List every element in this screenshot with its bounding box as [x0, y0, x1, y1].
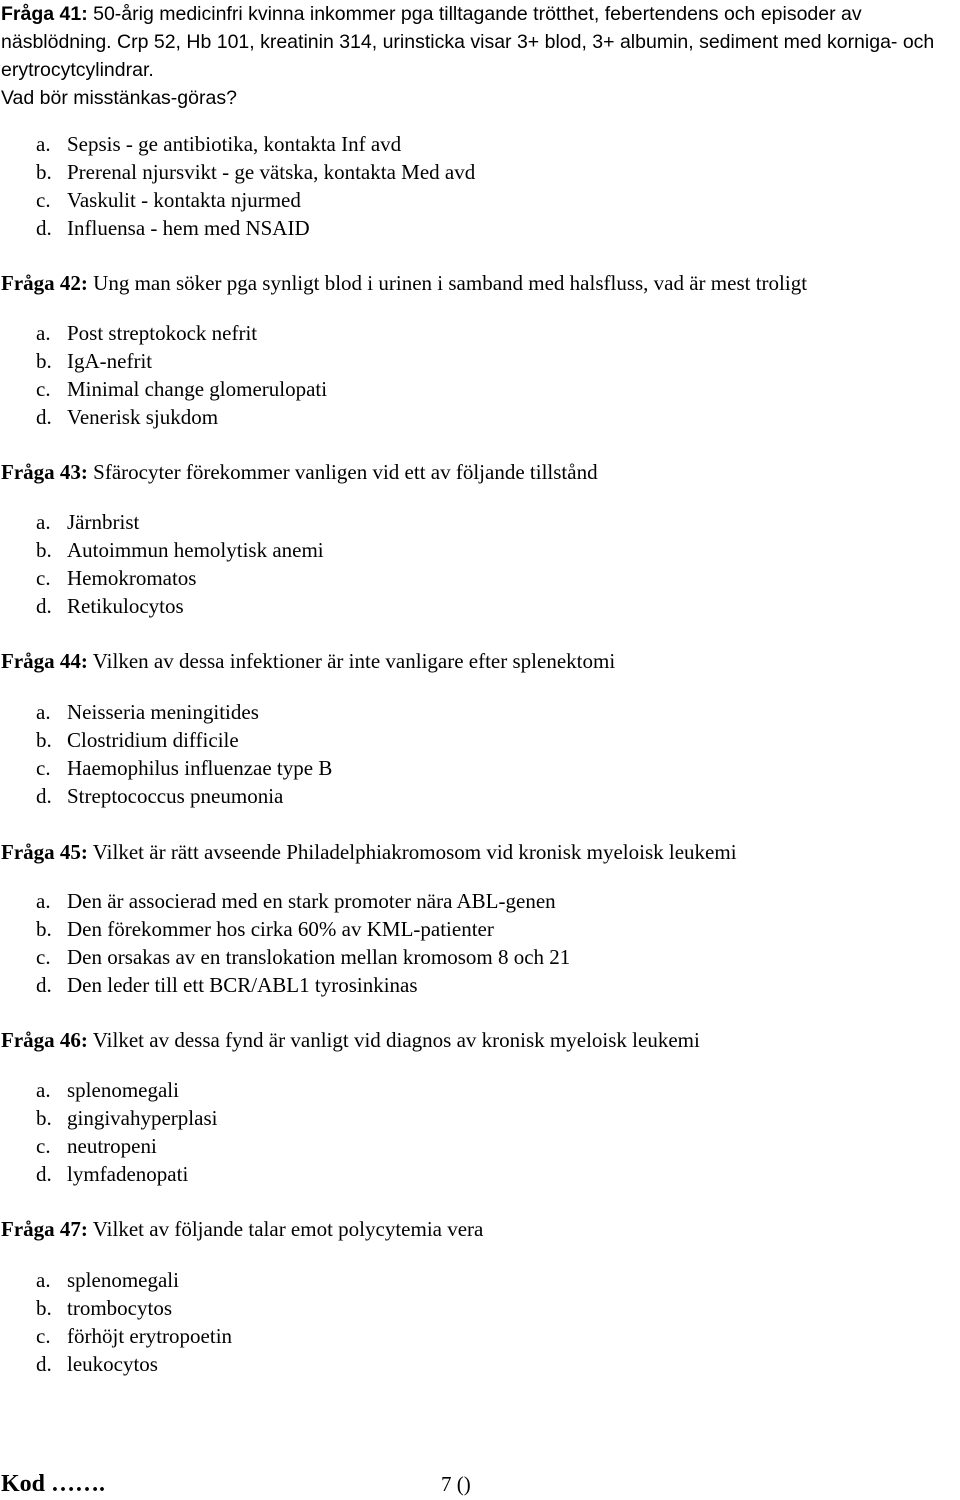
option-text: Prerenal njursvikt - ge vätska, kontakta Med avd: [67, 160, 476, 184]
option-letter: a.: [36, 889, 51, 913]
question-41-options: [36, 130, 475, 242]
option-text: Vaskulit - kontakta njurmed: [67, 188, 301, 212]
option-d: [36, 782, 332, 810]
option-text: Den förekommer hos cirka 60% av KML-patienter: [67, 917, 494, 941]
option-letter: c.: [36, 566, 51, 590]
option-letter: b.: [36, 349, 52, 373]
question-43-options: [36, 508, 324, 620]
option-text: splenomegali: [67, 1078, 179, 1102]
question-label: Fråga 43:: [1, 460, 88, 484]
question-44-options: [36, 698, 332, 810]
question-44-head: [1, 647, 956, 675]
option-letter: d.: [36, 1352, 52, 1376]
option-d: [36, 1350, 232, 1378]
option-text: Minimal change glomerulopati: [67, 377, 328, 401]
question-46-options: [36, 1076, 217, 1188]
option-letter: a.: [36, 321, 51, 345]
option-d: [36, 592, 324, 620]
option-letter: d.: [36, 1162, 52, 1186]
option-b: [36, 536, 324, 564]
option-letter: d.: [36, 216, 52, 240]
option-b: [36, 726, 332, 754]
option-a: [36, 508, 324, 536]
option-text: gingivahyperplasi: [67, 1106, 218, 1130]
option-letter: d.: [36, 973, 52, 997]
question-42: [1, 269, 956, 297]
option-c: [36, 186, 475, 214]
option-letter: a.: [36, 1268, 51, 1292]
option-letter: d.: [36, 594, 52, 618]
option-letter: b.: [36, 160, 52, 184]
option-a: [36, 887, 570, 915]
question-41-head: [1, 0, 956, 84]
option-text: Influensa - hem med NSAID: [67, 216, 310, 240]
option-text: Den orsakas av en translokation mellan kromosom 8 och 21: [67, 945, 571, 969]
question-text: Vilken av dessa infektioner är inte vanligare efter splenektomi: [87, 649, 616, 673]
option-a: [36, 319, 327, 347]
option-a: [36, 698, 332, 726]
option-d: [36, 403, 327, 431]
option-letter: b.: [36, 538, 52, 562]
option-letter: c.: [36, 188, 51, 212]
option-text: förhöjt erytropoetin: [67, 1324, 233, 1348]
option-letter: b.: [36, 1106, 52, 1130]
option-b: [36, 1104, 217, 1132]
option-letter: c.: [36, 945, 51, 969]
option-text: Den är associerad med en stark promoter nära ABL-genen: [67, 889, 556, 913]
question-text: Ung man söker pga synligt blod i urinen i samband med halsfluss, vad är mest troligt: [87, 271, 808, 295]
option-letter: c.: [36, 1324, 51, 1348]
option-a: [36, 130, 475, 158]
option-letter: a.: [36, 510, 51, 534]
option-c: [36, 1132, 217, 1160]
option-b: [36, 158, 475, 186]
question-42-options: [36, 319, 327, 431]
question-45-options: [36, 887, 570, 999]
option-letter: a.: [36, 1078, 51, 1102]
question-label: Fråga 47:: [1, 1217, 88, 1241]
question-47-options: [36, 1266, 232, 1378]
option-letter: a.: [36, 132, 51, 156]
option-letter: b.: [36, 728, 52, 752]
option-b: [36, 1294, 232, 1322]
option-text: Den leder till ett BCR/ABL1 tyrosinkinas: [67, 973, 418, 997]
option-letter: a.: [36, 700, 51, 724]
option-text: Järnbrist: [67, 510, 140, 534]
option-letter: c.: [36, 1134, 51, 1158]
question-text: Vilket av följande talar emot polycytemia vera: [87, 1217, 484, 1241]
question-44: [1, 647, 956, 675]
option-text: Haemophilus influenzae type B: [67, 756, 333, 780]
option-text: Retikulocytos: [67, 594, 184, 618]
option-text: Neisseria meningitides: [67, 700, 259, 724]
question-45: [1, 838, 956, 866]
option-letter: b.: [36, 917, 52, 941]
question-text: Sfärocyter förekommer vanligen vid ett av följande tillstånd: [87, 460, 598, 484]
option-d: [36, 1160, 217, 1188]
question-label: Fråga 45:: [1, 840, 88, 864]
option-a: [36, 1266, 232, 1294]
question-42-head: [1, 269, 956, 297]
option-b: [36, 347, 327, 375]
option-c: [36, 1322, 232, 1350]
option-text: Post streptokock nefrit: [67, 321, 258, 345]
option-text: Autoimmun hemolytisk anemi: [67, 538, 324, 562]
question-subtext: Vad bör misstänkas-göras?: [1, 87, 237, 109]
option-text: IgA-nefrit: [67, 349, 153, 373]
option-c: [36, 754, 332, 782]
option-a: [36, 1076, 217, 1104]
option-letter: d.: [36, 405, 52, 429]
option-b: [36, 915, 570, 943]
option-text: Sepsis - ge antibiotika, kontakta Inf avd: [67, 132, 402, 156]
question-46-head: [1, 1026, 956, 1054]
option-text: Hemokromatos: [67, 566, 197, 590]
option-c: [36, 375, 327, 403]
option-letter: c.: [36, 377, 51, 401]
page-number: 7 (): [441, 1472, 471, 1496]
option-text: leukocytos: [67, 1352, 158, 1376]
question-47-head: [1, 1215, 956, 1243]
question-43: [1, 458, 956, 486]
question-label: Fråga 46:: [1, 1028, 88, 1052]
option-text: neutropeni: [67, 1134, 157, 1158]
option-c: [36, 564, 324, 592]
question-43-head: [1, 458, 956, 486]
option-letter: c.: [36, 756, 51, 780]
option-text: Clostridium difficile: [67, 728, 239, 752]
question-text: Vilket är rätt avseende Philadelphiakromosom vid kronisk myeloisk leukemi: [87, 840, 737, 864]
option-text: lymfadenopati: [67, 1162, 189, 1186]
question-41: [1, 0, 956, 112]
question-label: Fråga 44:: [1, 649, 88, 673]
page-footer: [1, 1470, 959, 1498]
option-d: [36, 971, 570, 999]
question-45-head: [1, 838, 956, 866]
option-d: [36, 214, 475, 242]
kod-field: Kod …….: [1, 1471, 106, 1497]
question-text: Vilket av dessa fynd är vanligt vid diagnos av kronisk myeloisk leukemi: [87, 1028, 700, 1052]
question-label: Fråga 41:: [1, 3, 88, 25]
question-label: Fråga 42:: [1, 271, 88, 295]
option-text: trombocytos: [67, 1296, 172, 1320]
option-c: [36, 943, 570, 971]
option-letter: b.: [36, 1296, 52, 1320]
option-letter: d.: [36, 784, 52, 808]
question-text: 50-årig medicinfri kvinna inkommer pga tilltagande trötthet, febertendens och episoder av näsblödning. Crp 52, Hb 101, kreatinin 314, urinsticka visar 3+ blod, 3+ albumin, sediment med korniga- och erytrocytcylindrar.: [1, 3, 935, 81]
option-text: splenomegali: [67, 1268, 179, 1292]
question-46: [1, 1026, 956, 1054]
question-47: [1, 1215, 956, 1243]
option-text: Streptococcus pneumonia: [67, 784, 284, 808]
option-text: Venerisk sjukdom: [67, 405, 219, 429]
